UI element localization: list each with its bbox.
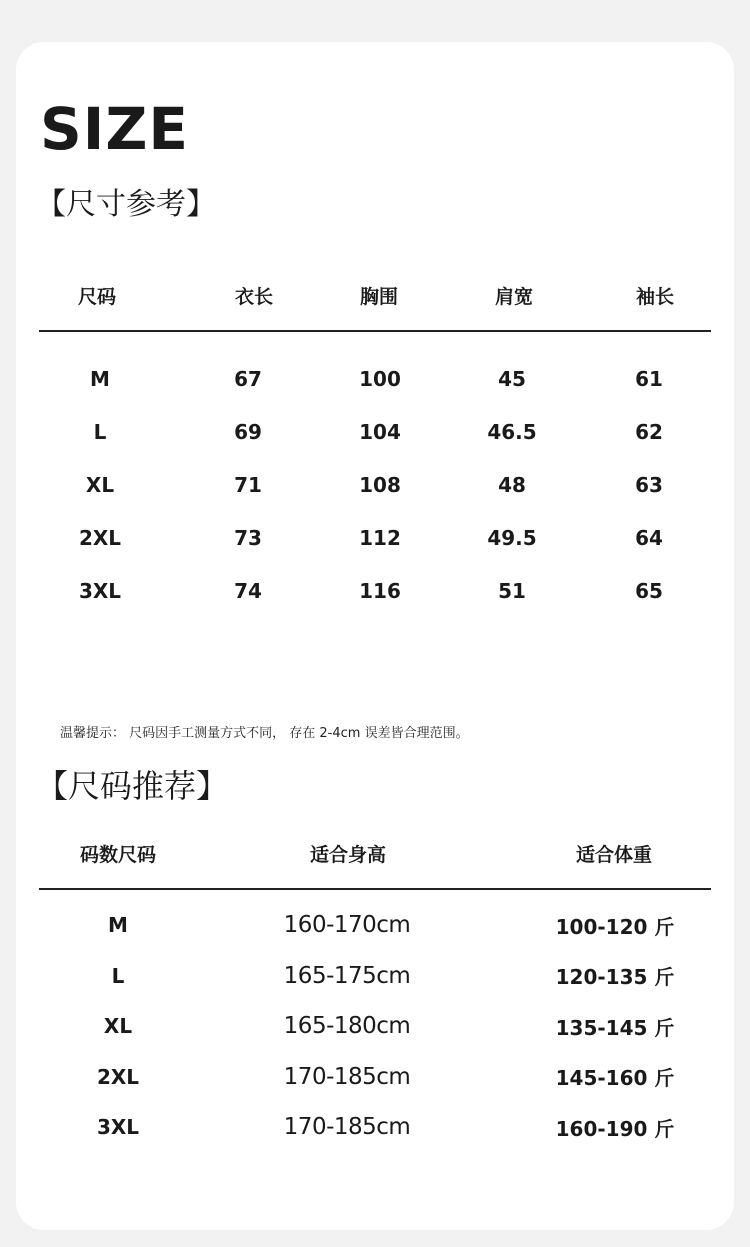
header-size-code: 码数尺码 xyxy=(79,843,157,866)
shoulder-cell: 49.5 xyxy=(487,525,537,550)
height-cell: 160-170cm xyxy=(283,912,411,939)
chest-cell: 100 xyxy=(359,366,401,391)
weight-cell: 160-190 斤 xyxy=(555,1116,675,1141)
chest-cell: 116 xyxy=(359,578,401,603)
size-recommend-heading: 【尺码推荐】 xyxy=(36,767,229,805)
height-cell: 165-175cm xyxy=(283,962,411,989)
chest-cell: 104 xyxy=(359,419,401,444)
size-table xyxy=(39,260,711,617)
shoulder-cell: 48 xyxy=(498,472,526,497)
table-row xyxy=(39,1001,711,1052)
recommend-table xyxy=(39,818,711,1153)
measurement-note: 温馨提示： 尺码因手工测量方式不同， 存在 2-4cm 误差皆合理范围。 xyxy=(60,726,469,741)
height-cell: 170-185cm xyxy=(283,1114,411,1141)
shoulder-cell: 51 xyxy=(498,578,526,603)
height-cell: 165-180cm xyxy=(283,1013,411,1040)
chest-cell: 108 xyxy=(359,472,401,497)
sleeve-cell: 63 xyxy=(635,472,663,497)
header-size: 尺码 xyxy=(77,285,117,308)
header-length: 衣长 xyxy=(234,285,274,308)
sleeve-cell: 61 xyxy=(635,366,663,391)
size-cell: XL xyxy=(103,1014,133,1039)
sleeve-cell: 62 xyxy=(635,419,663,444)
header-height: 适合身高 xyxy=(309,843,387,866)
height-cell: 170-185cm xyxy=(283,1063,411,1090)
size-cell: 3XL xyxy=(78,578,122,603)
size-cell: M xyxy=(90,366,110,391)
table-row xyxy=(39,458,711,511)
weight-cell: 145-160 斤 xyxy=(555,1066,675,1091)
shoulder-cell: 45 xyxy=(498,366,526,391)
weight-cell: 120-135 斤 xyxy=(555,965,675,990)
length-cell: 71 xyxy=(234,472,262,497)
length-cell: 74 xyxy=(234,578,262,603)
length-cell: 73 xyxy=(234,525,262,550)
weight-cell: 100-120 斤 xyxy=(555,914,675,939)
size-cell: 2XL xyxy=(78,525,122,550)
table-row xyxy=(39,352,711,405)
table-row xyxy=(39,405,711,458)
size-cell: L xyxy=(93,419,107,444)
header-chest: 胸围 xyxy=(359,285,399,308)
length-cell: 69 xyxy=(234,419,262,444)
size-cell: XL xyxy=(85,472,115,497)
size-cell: 3XL xyxy=(96,1115,140,1140)
table-row xyxy=(39,511,711,564)
table-row xyxy=(39,1102,711,1153)
size-table-header xyxy=(39,260,711,332)
length-cell: 67 xyxy=(234,366,262,391)
table-row xyxy=(39,1052,711,1103)
size-cell: L xyxy=(111,963,125,988)
weight-cell: 135-145 斤 xyxy=(555,1015,675,1040)
sleeve-cell: 65 xyxy=(635,578,663,603)
chest-cell: 112 xyxy=(359,525,401,550)
header-sleeve: 袖长 xyxy=(635,285,675,308)
sleeve-cell: 64 xyxy=(635,525,663,550)
size-cell: 2XL xyxy=(96,1064,140,1089)
page-title: SIZE xyxy=(40,95,190,163)
header-shoulder: 肩宽 xyxy=(494,285,534,308)
table-row xyxy=(39,564,711,617)
table-row xyxy=(39,900,711,951)
size-card xyxy=(16,42,734,1230)
shoulder-cell: 46.5 xyxy=(487,419,537,444)
size-reference-heading: 【尺寸参考】 xyxy=(36,187,216,222)
table-row xyxy=(39,951,711,1002)
recommend-table-header xyxy=(39,818,711,890)
header-weight: 适合体重 xyxy=(575,843,653,866)
size-cell: M xyxy=(108,913,128,938)
